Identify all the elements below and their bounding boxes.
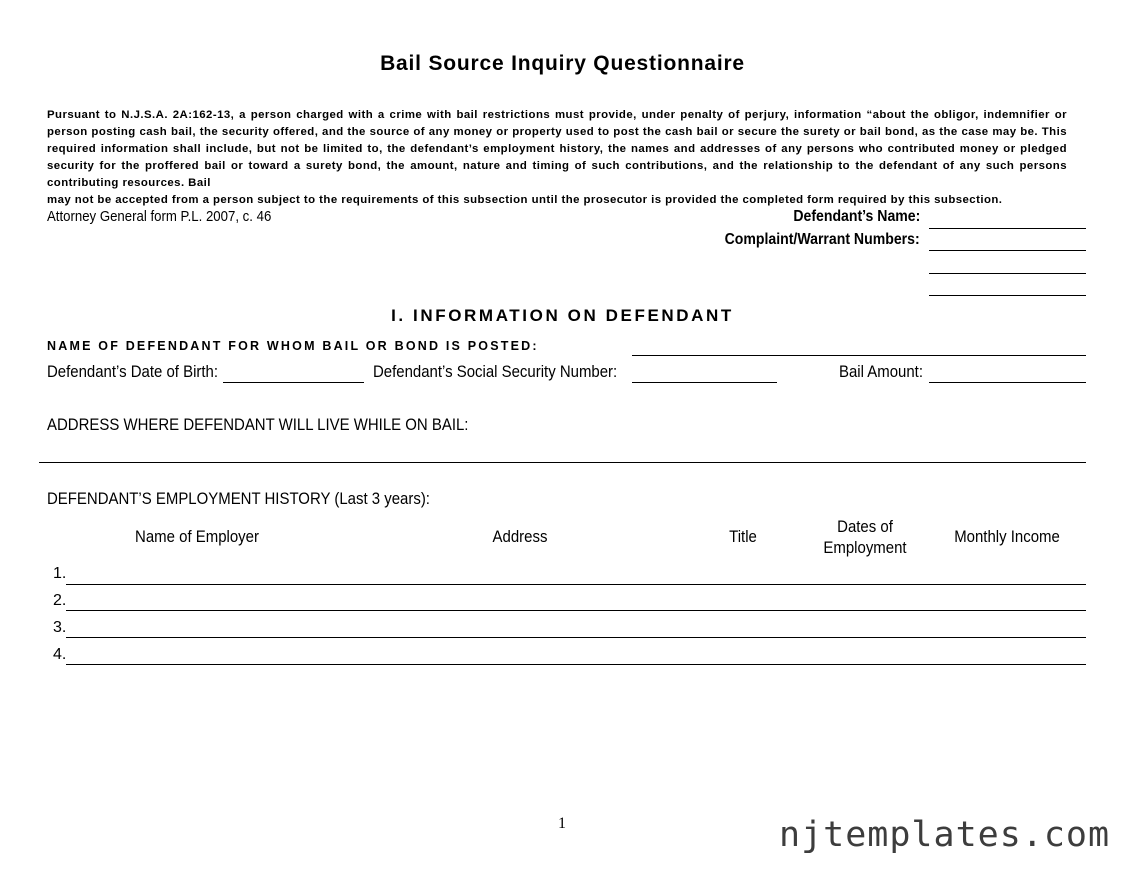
intro-body: Pursuant to N.J.S.A. 2A:162-13, a person charged with a crime with bail restrictions must provide, under penalty of perjury, information “about the obligor, indemnifier or person posting cash bail, the security offered, and the source of any money or property used to post the cash bail or secure the surety or bail bond, as the case may be. This required information shall include, but not be limited to, the defendant’s employment history, the names and addresses of any persons who contributed money or pledged security for the proffered bail or toward a surety bond, the amount, nature and timing of such contributions, and the relationship to the defendant of any such persons contributing resources. Bail	[47, 109, 1067, 189]
address-field[interactable]	[39, 462, 1086, 463]
form-reference: Attorney General form P.L. 2007, c. 46	[47, 208, 272, 225]
defendant-full-name-field[interactable]	[632, 355, 1086, 356]
column-income: Monthly Income	[954, 527, 1060, 546]
address-label: ADDRESS WHERE DEFENDANT WILL LIVE WHILE ON BAIL:	[47, 415, 469, 434]
employment-row-2[interactable]	[66, 610, 1086, 611]
dob-label: Defendant’s Date of Birth:	[47, 362, 219, 381]
employment-row-3[interactable]	[66, 637, 1086, 638]
defendant-full-name-label: NAME OF DEFENDANT FOR WHOM BAIL OR BOND IS POSTED:	[47, 339, 539, 353]
complaint-number-field-1[interactable]	[929, 250, 1086, 251]
page-number: 1	[558, 815, 566, 832]
watermark-text: njtemplates.com	[779, 815, 1111, 855]
row-number: 1.	[53, 565, 67, 582]
employment-history-label: DEFENDANT’S EMPLOYMENT HISTORY (Last 3 years):	[47, 489, 430, 508]
employment-row-1[interactable]	[66, 584, 1086, 585]
row-number: 4.	[53, 646, 67, 663]
intro-paragraph	[47, 107, 1067, 209]
employment-row-4[interactable]	[66, 664, 1086, 665]
ssn-field[interactable]	[632, 382, 777, 383]
ssn-label: Defendant’s Social Security Number:	[373, 362, 618, 381]
defendant-name-label: Defendant’s Name:	[792, 208, 920, 225]
column-dates-line2: Employment	[823, 538, 907, 557]
bail-amount-label: Bail Amount:	[839, 362, 923, 381]
dob-field[interactable]	[223, 382, 364, 383]
column-dates	[812, 516, 918, 558]
column-address: Address	[492, 527, 548, 546]
row-number: 2.	[53, 592, 67, 609]
column-dates-line1: Dates of	[837, 517, 893, 536]
defendant-name-field[interactable]	[929, 228, 1086, 229]
column-title: Title	[729, 527, 757, 546]
column-employer: Name of Employer	[135, 527, 259, 546]
intro-last-line: may not be accepted from a person subject to the requirements of this subsection until the prosecutor is provided the completed form required by this subsection.	[47, 194, 1003, 206]
complaint-number-field-3[interactable]	[929, 295, 1086, 296]
complaint-number-field-2[interactable]	[929, 273, 1086, 274]
form-title: Bail Source Inquiry Questionnaire	[380, 52, 745, 75]
row-number: 3.	[53, 619, 67, 636]
complaint-numbers-label: Complaint/Warrant Numbers:	[724, 231, 920, 248]
section-heading: I. INFORMATION ON DEFENDANT	[391, 306, 734, 325]
bail-amount-field[interactable]	[929, 382, 1086, 383]
